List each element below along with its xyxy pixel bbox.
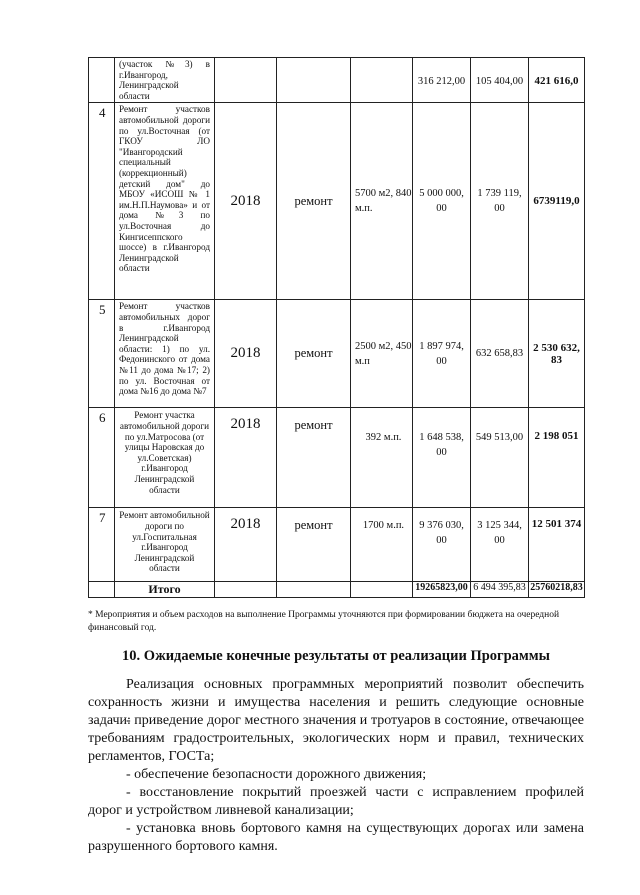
table-cell-name: Ремонт автомобильной дороги по ул.Госпитальная г.Ивангород Ленинградской области	[115, 508, 215, 582]
section-heading: 10. Ожидаемые конечные результаты от реализации Программы	[121, 648, 551, 664]
table-cell-cost2: 549 513,00	[471, 408, 529, 508]
table-cell-cost1: 1 897 974, 00	[413, 300, 471, 408]
table-cell-num: 4	[89, 103, 115, 300]
table-cell-cost1: 1 648 538, 00	[413, 408, 471, 508]
paragraph: - установка вновь бортового камня на существующих дорогах или замена разрушенного бортового камня.	[88, 821, 584, 854]
paragraph: - приведение дорог местного значения и тротуаров в состояние, отвечающее требованиям градостроительных, экологических норм и правил, технических регламентов, ГОСТа;	[88, 713, 584, 764]
works-table	[88, 57, 585, 598]
table-cell-cost1: 9 376 030, 00	[413, 508, 471, 582]
table-cell-num: 7	[89, 508, 115, 582]
table-row	[89, 58, 585, 103]
table-cell-num: 6	[89, 408, 115, 508]
table-cell-name: (участок №3) в г.Ивангород, Ленинградской области	[115, 58, 215, 103]
table-cell-cost1: 316 212,00	[413, 58, 471, 103]
table-cell-total: 2 198 051	[529, 408, 585, 508]
table-cell-kind: ремонт	[277, 300, 351, 408]
table-row	[89, 300, 585, 408]
table-cell-year: 2018	[215, 300, 277, 408]
table-cell-volume: 392 м.п.	[351, 408, 413, 508]
table-cell-name: Ремонт участков автомобильных дорог в г.Ивангород Ленинградской области: 1) по ул. Федонинского от дома №11 до дома №17; 2) по ул. Восточная от дома №16 до дома №7	[115, 300, 215, 408]
paragraph: - восстановление покрытий проезжей части с исправлением профилей дорог и устройством ливневой канализации;	[88, 785, 584, 818]
table-cell-year: 2018	[215, 408, 277, 508]
itogo-cost1: 19265823,00	[413, 582, 471, 598]
table-cell-kind: ремонт	[277, 508, 351, 582]
table-cell-year: 2018	[215, 508, 277, 582]
table-cell-year: 2018	[215, 103, 277, 300]
table-row	[89, 408, 585, 508]
table-row	[89, 508, 585, 582]
table-cell-cost2: 105 404,00	[471, 58, 529, 103]
table-cell-volume: 1700 м.п.	[351, 508, 413, 582]
table-cell-total: 2 530 632, 83	[529, 300, 585, 408]
table-row	[89, 103, 585, 300]
table-cell-num: 5	[89, 300, 115, 408]
table-cell-name: Ремонт участка автомобильной дороги по ул.Матросова (от улицы Наровская до ул.Советская) г.Ивангород Ленинградской области	[115, 408, 215, 508]
itogo-label: Итого	[115, 582, 215, 598]
table-cell-kind: ремонт	[277, 408, 351, 508]
table-cell-kind: ремонт	[277, 103, 351, 300]
table-cell-volume: 5700 м2, 840 м.п.	[351, 103, 413, 300]
table-row-itogo	[89, 582, 585, 598]
table-cell-total: 12 501 374	[529, 508, 585, 582]
table-cell-cost2: 1 739 119, 00	[471, 103, 529, 300]
itogo-total: 25760218,83	[529, 582, 585, 598]
table-cell-cost2: 3 125 344, 00	[471, 508, 529, 582]
paragraph: - обеспечение безопасности дорожного движения;	[126, 767, 427, 782]
paragraph: Реализация основных программных мероприятий позволит обеспечить сохранность жизни и имущества населения и решить следующие основные задачи:	[88, 677, 584, 728]
table-cell-total: 421 616,0	[529, 58, 585, 103]
table-cell-total: 6739119,0	[529, 103, 585, 300]
table-cell-cost1: 5 000 000, 00	[413, 103, 471, 300]
table-cell-cost2: 632 658,83	[471, 300, 529, 408]
table-cell-volume: 2500 м2, 450 м.п	[351, 300, 413, 408]
itogo-cost2: 6 494 395,83	[471, 582, 529, 598]
footnote: * Мероприятия и объем расходов на выполнение Программы уточняются при формировании бюджета на очередной финансовый год.	[88, 610, 560, 633]
table-cell-name: Ремонт участков автомобильной дороги по ул.Восточная (от ГКОУ ЛО "Ивангородский специальный (коррекционный) детский дом" до МБОУ «ИСОШ № 1 им.Н.П.Наумова» и от дома №3 по ул.Восточная до Кингисеппского шоссе) в г.Ивангород Ленинградской области	[115, 103, 215, 300]
